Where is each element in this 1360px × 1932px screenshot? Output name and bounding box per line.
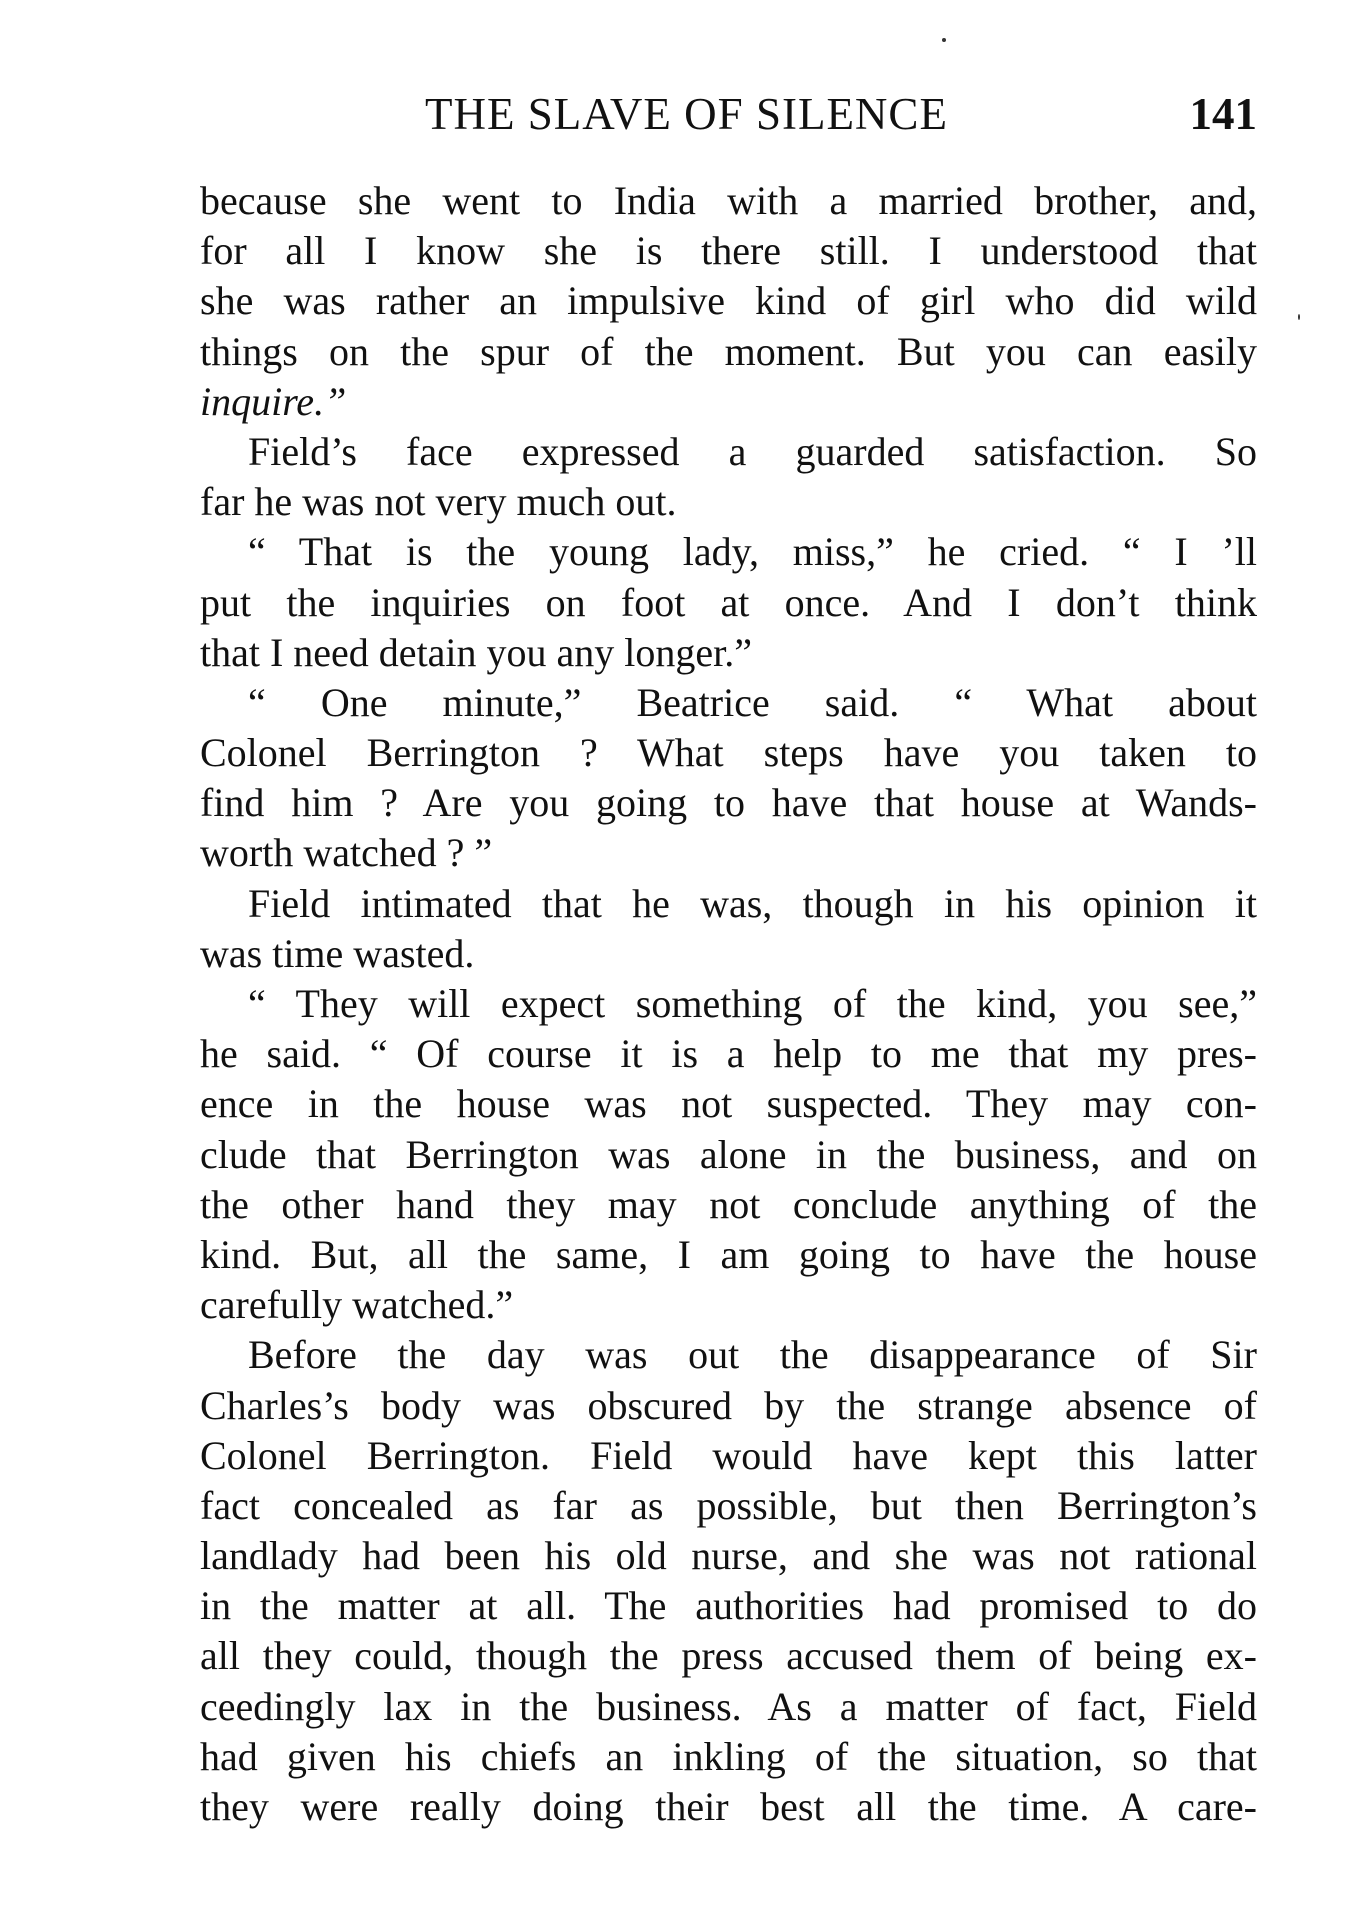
text-line: she was rather an impulsive kind of girl who did wild <box>200 278 1257 324</box>
text-line: ceedingly lax in the business. As a matter of fact, Field <box>200 1683 1257 1729</box>
text-line: “ They will expect something of the kind, you see,” <box>248 981 1257 1026</box>
text-line: Before the day was out the disappearance of Sir <box>248 1332 1257 1378</box>
text-line: they were really doing their best all the time. A care- <box>200 1784 1257 1829</box>
text-line: was time wasted. <box>200 930 475 976</box>
ink-speck <box>942 38 946 42</box>
text-line: find him ? Are you going to have that house at Wands- <box>200 780 1257 826</box>
text-line: put the inquiries on foot at once. And I don’t think <box>200 579 1257 625</box>
text-line: far he was not very much out. <box>200 479 677 525</box>
text-line: worth watched ? ” <box>200 830 493 876</box>
body-text <box>200 176 1257 1832</box>
running-head <box>200 86 1257 142</box>
text-line: because she went to India with a married brother, and, <box>200 178 1257 223</box>
page-number: 141 <box>1189 89 1257 139</box>
text-line: had given his chiefs an inkling of the situation, so that <box>200 1733 1257 1779</box>
text-line: he said. “ Of course it is a help to me that my pres- <box>200 1031 1257 1077</box>
text-line: “ One minute,” Beatrice said. “ What about <box>248 679 1257 725</box>
text-line: in the matter at all. The authorities had promised to do <box>200 1583 1257 1629</box>
text-line: fact concealed as far as possible, but then Berrington’s <box>200 1482 1257 1528</box>
text-line: clude that Berrington was alone in the business, and on <box>200 1131 1257 1177</box>
text-line: “ That is the young lady, miss,” he cried. “ I ’ll <box>248 529 1257 575</box>
text-line: for all I know she is there still. I understood that <box>200 228 1257 274</box>
text-line: things on the spur of the moment. But you can easily <box>200 328 1257 374</box>
text-line: Field intimated that he was, though in his opinion it <box>248 880 1257 926</box>
text-line: ence in the house was not suspected. They may con- <box>200 1081 1257 1127</box>
running-title: THE SLAVE OF SILENCE <box>425 89 948 139</box>
ink-speck <box>1298 314 1300 320</box>
text-line: Charles’s body was obscured by the strange absence of <box>200 1382 1257 1428</box>
text-line: kind. But, all the same, I am going to have the house <box>200 1231 1257 1277</box>
text-line: inquire.” <box>200 378 347 424</box>
text-line: all they could, though the press accused them of being ex- <box>200 1633 1257 1679</box>
text-line: Field’s face expressed a guarded satisfaction. So <box>248 428 1257 474</box>
text-line: the other hand they may not conclude anything of the <box>200 1181 1257 1227</box>
text-line: that I need detain you any longer.” <box>200 629 753 675</box>
text-line: Colonel Berrington ? What steps have you taken to <box>200 730 1257 776</box>
text-line: Colonel Berrington. Field would have kept this latter <box>200 1432 1257 1478</box>
text-line: carefully watched.” <box>200 1282 514 1328</box>
text-line: landlady had been his old nurse, and she was not rational <box>200 1533 1257 1579</box>
